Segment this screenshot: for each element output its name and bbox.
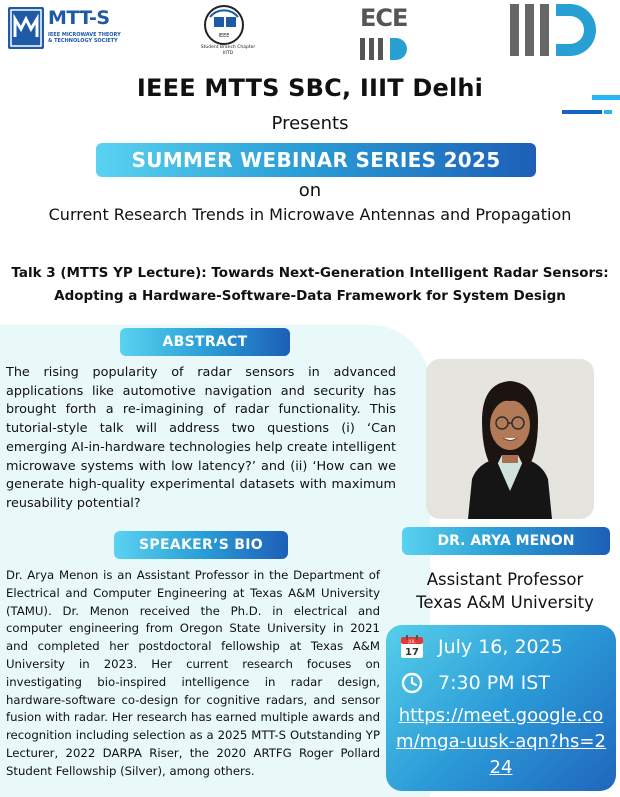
bio-heading: SPEAKER’S BIO: [114, 531, 288, 559]
clock-icon: [400, 671, 424, 695]
event-time-row: [400, 671, 550, 695]
abstract-text: The rising popularity of radar sensors in advanced applications like automotive navigation and security has brought forth a re-imagining of radar functionality. This tutorial-style talk will address two questions (i) ‘Can emerging AI-in-hardware technologies help create intelligent microwave systems with low latency?’ and (ii) ‘How can we generate high-quality experimental datasets with maximum reusability potential?: [6, 365, 396, 511]
series-banner-text: SUMMER WEBINAR SERIES 2025: [131, 148, 501, 172]
page-title: IEEE MTTS SBC, IIIT Delhi: [136, 74, 484, 102]
speaker-photo: [426, 359, 594, 519]
event-date-row: [400, 635, 563, 659]
event-time: 7:30 PM IST: [438, 672, 550, 694]
ece-logo-text: ECE: [360, 4, 408, 32]
bio-text: Dr. Arya Menon is an Assistant Professor in the Department of Electrical and Computer Engineering at Texas A&M University (TAMU). Dr. Menon received the Ph.D. in electrical and computer engineering from Oregon State University in 2021 and completed her postdoctoral fellowship at Texas A&M University in 2023. Her current research focuses on investigating bio-inspired intelligence in radar design, hardware-software co-design for cognitive radars, and sensor fusion with radar. Her research has earned multiple awards and recognition including selection as a 2025 MTT-S Outstanding YP Lecturer, 2022 DARPA Riser, the 2020 ARTFG Roger Pollard Student Fellowship (Silver), among others.: [6, 568, 380, 778]
calendar-icon: [400, 635, 424, 659]
series-banner: [96, 143, 536, 177]
series-subject: Current Research Trends in Microwave Antennas and Propagation: [48, 205, 572, 224]
talk-title: Talk 3 (MTTS YP Lecture): Towards Next-Generation Intelligent Radar Sensors: Adopting a Hardware-Software-Data Framework for System Design: [11, 265, 609, 304]
mtts-logo-subtext: IEEE MICROWAVE THEORY & TECHNOLOGY SOCIETY: [48, 32, 121, 44]
event-date: July 16, 2025: [438, 636, 563, 658]
mtts-logo: [8, 7, 121, 57]
iiitd-logo: [510, 4, 600, 56]
speaker-role: [400, 568, 610, 614]
sbc-logo-line1: Student Branch Chapter: [200, 45, 256, 50]
svg-text:IEEE: IEEE: [218, 33, 230, 39]
calendar-icon-month: JUL: [408, 640, 416, 645]
ece-logo: [360, 4, 414, 60]
abstract-heading: ABSTRACT: [120, 328, 290, 356]
speaker-affiliation: Texas A&M University: [416, 593, 594, 612]
event-info-box: [386, 625, 616, 791]
mtts-emblem-icon: [8, 7, 44, 49]
sbc-logo-line2: IIITD: [222, 51, 234, 56]
presents-text: Presents: [271, 113, 349, 134]
meeting-link[interactable]: https://meet.google.com/mga-uusk-aqn?hs=224: [396, 705, 606, 778]
speaker-title: Assistant Professor: [426, 570, 584, 589]
on-text: on: [298, 180, 322, 201]
speaker-name: DR. ARYA MENON: [402, 527, 610, 555]
mtts-logo-text: MTT-S: [48, 7, 110, 29]
calendar-icon-day: 17: [405, 647, 419, 658]
sbc-logo: [196, 3, 260, 63]
